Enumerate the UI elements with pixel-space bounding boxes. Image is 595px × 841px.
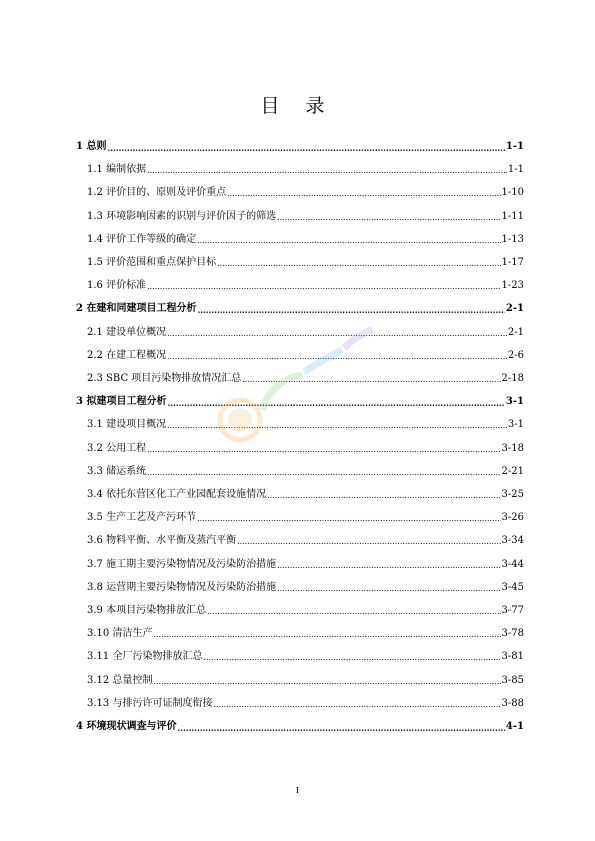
toc-entry[interactable] [87, 256, 524, 270]
toc-entry-label: 1.3 环境影响因素的识别与评价因子的筛选 [87, 210, 277, 222]
toc-entry-label: 3.12 总量控制 [87, 674, 153, 686]
toc-leader-dots [237, 534, 500, 548]
toc-entry-label: 3.5 生产工艺及产污环节 [87, 512, 197, 524]
toc-entry-label: 3.4 依托东营区化工产业园配套设施情况 [87, 489, 267, 500]
toc-entry-page: 2-21 [501, 465, 524, 477]
toc-entry-label: 4 环境现状调查与评价 [76, 721, 177, 732]
toc-entry[interactable] [87, 581, 524, 595]
toc-entry[interactable] [87, 233, 524, 247]
toc-leader-dots [197, 511, 500, 525]
toc-entry-page: 2-6 [507, 349, 524, 361]
toc-leader-dots [277, 210, 500, 224]
toc-entry-label: 3.9 本项目污染物排放汇总 [87, 605, 207, 616]
toc-leader-dots [153, 627, 500, 641]
toc-entry-label: 1.1 编制依据 [87, 164, 147, 176]
toc-entry-label: 2 在建和同建项目工程分析 [76, 303, 197, 315]
toc-entry-page: 3-26 [501, 512, 524, 524]
toc-leader-dots [147, 163, 507, 177]
toc-entry-page: 3-78 [501, 628, 524, 640]
toc-entry[interactable] [87, 534, 524, 548]
toc-entry-page: 4-1 [505, 721, 524, 732]
toc-entry-page: 1-23 [501, 280, 524, 292]
toc-entry-page: 1-13 [501, 233, 524, 245]
toc-leader-dots [153, 674, 500, 688]
toc-leader-dots [147, 279, 500, 293]
toc-entry[interactable] [76, 302, 524, 316]
toc-leader-dots [197, 233, 500, 247]
toc-entry[interactable] [87, 674, 524, 688]
toc-entry-page: 3-34 [501, 535, 524, 547]
toc-title: 目 录 [260, 95, 335, 117]
page-number: I [295, 786, 300, 795]
toc-entry[interactable] [76, 140, 524, 154]
toc-entry-label: 3.1 建设项目概况 [87, 419, 167, 431]
toc-entry[interactable] [87, 210, 524, 224]
toc-entry-page: 3-88 [501, 697, 524, 709]
toc-entry[interactable] [87, 511, 524, 525]
toc-entry-page: 3-77 [501, 605, 524, 616]
toc-entry-label: 3.11 全厂污染物排放汇总 [87, 651, 203, 663]
toc-entry[interactable] [87, 604, 524, 618]
toc-entry-page: 1-1 [507, 164, 524, 176]
toc-leader-dots [227, 186, 500, 200]
toc-entry[interactable] [87, 697, 524, 711]
toc-entry-label: 3 拟建项目工程分析 [76, 396, 167, 408]
toc-leader-dots [217, 256, 500, 270]
toc-entry-label: 3.2 公用工程 [87, 442, 147, 454]
toc-entry-page: 1-10 [501, 187, 524, 199]
toc-leader-dots [107, 140, 504, 154]
toc-leader-dots [277, 581, 500, 595]
toc-leader-dots [207, 604, 500, 618]
toc-entry[interactable] [87, 186, 524, 200]
toc-leader-dots [267, 488, 500, 502]
toc-entry-page: 3-1 [507, 419, 524, 431]
toc-entry-label: 2.2 在建工程概况 [87, 349, 167, 361]
toc-entry-label: 1.2 评价目的、原则及评价重点 [87, 187, 227, 199]
toc-entry-label: 2.1 建设单位概况 [87, 326, 167, 338]
toc-entry-label: 3.7 施工期主要污染物情况及污染防治措施 [87, 558, 277, 570]
toc-leader-dots [203, 650, 500, 664]
toc-entry-label: 1.6 评价标准 [87, 280, 147, 292]
toc-entry-page: 1-17 [501, 257, 524, 268]
toc-entry-page: 3-81 [501, 651, 524, 663]
cloud-watermark-icon [212, 320, 392, 480]
toc-entry-label: 1.5 评价范围和重点保护目标 [87, 257, 217, 268]
toc-entry[interactable] [87, 650, 524, 664]
toc-entry[interactable] [87, 279, 524, 293]
toc-entry-page: 2-18 [501, 373, 524, 384]
toc-entry-label: 1.4 评价工作等级的确定 [87, 233, 197, 245]
toc-entry-page: 3-1 [505, 396, 524, 408]
toc-entry[interactable] [87, 627, 524, 641]
toc-entry[interactable] [76, 720, 524, 734]
toc-entry-page: 2-1 [507, 326, 524, 338]
toc-entry-page: 2-1 [505, 303, 524, 315]
toc-entry-page: 1-11 [501, 210, 524, 222]
toc-entry-label: 2.3 SBC 项目污染物排放情况汇总 [87, 373, 242, 384]
toc-leader-dots [277, 558, 500, 572]
toc-entry-label: 3.8 运营期主要污染物情况及污染防治措施 [87, 581, 277, 593]
toc-entry-label: 3.10 清洁生产 [87, 628, 153, 640]
toc-entry-page: 3-18 [501, 442, 524, 454]
toc-entry-label: 3.13 与排污许可证制度衔接 [87, 697, 213, 709]
toc-entry-label: 1 总则 [76, 141, 107, 152]
toc-entry[interactable] [87, 558, 524, 572]
toc-entry-label: 3.3 储运系统 [87, 465, 147, 477]
toc-entry-page: 1-1 [505, 141, 524, 152]
toc-entry-label: 3.6 物料平衡、水平衡及蒸汽平衡 [87, 535, 237, 547]
toc-leader-dots [177, 720, 504, 734]
toc-entry-page: 3-45 [501, 581, 524, 593]
toc-leader-dots [197, 302, 504, 316]
toc-leader-dots [213, 697, 500, 711]
toc-entry[interactable] [87, 488, 524, 502]
toc-entry-page: 3-85 [501, 674, 524, 686]
toc-entry-page: 3-44 [501, 558, 524, 570]
toc-entry[interactable] [87, 163, 524, 177]
toc-entry-page: 3-25 [501, 489, 524, 500]
